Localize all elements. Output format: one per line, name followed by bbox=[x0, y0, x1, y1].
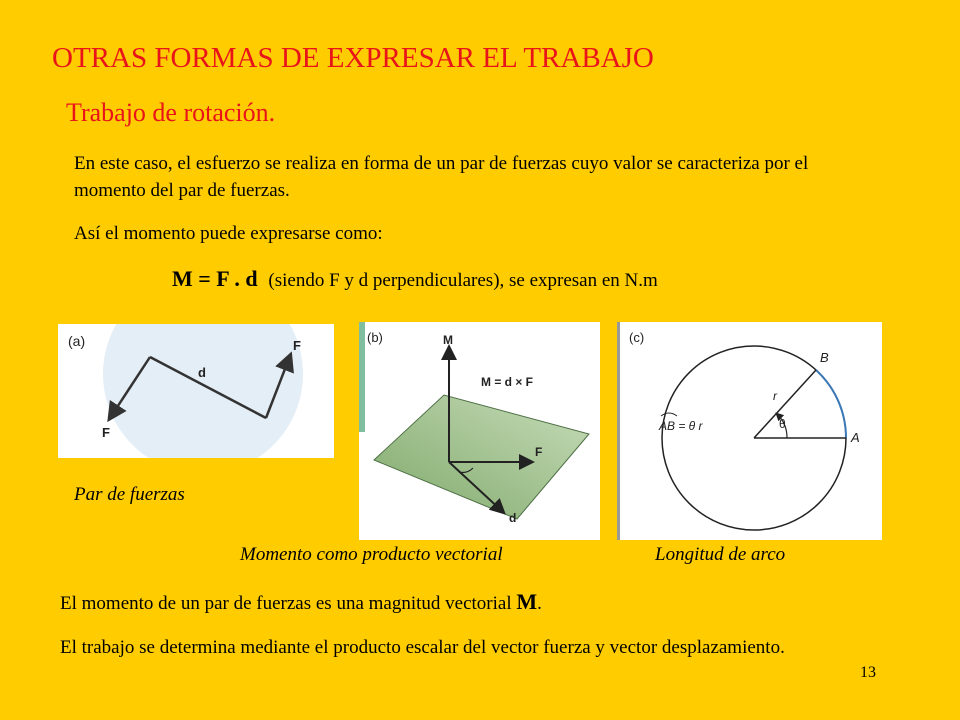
figure-vector-product bbox=[359, 322, 600, 540]
figure-c-tag: (c) bbox=[629, 330, 645, 345]
caption-arc-length: Longitud de arco bbox=[655, 544, 786, 565]
page-number: 13 bbox=[860, 664, 876, 681]
label-F-top: F bbox=[293, 338, 301, 353]
work-paragraph: El trabajo se determina mediante el producto escalar del vector fuerza y vector desplazamiento. bbox=[60, 637, 785, 658]
figure-arc-length bbox=[617, 322, 882, 540]
formula-note: (siendo F y d perpendiculares), se expresan en N.m bbox=[268, 270, 658, 291]
figure-b-drawing bbox=[359, 322, 600, 540]
slide-subtitle: Trabajo de rotación. bbox=[66, 98, 276, 127]
label-r: r bbox=[773, 389, 777, 403]
vector-magnitude-paragraph bbox=[60, 588, 542, 617]
left-edge-line bbox=[617, 322, 620, 540]
formula-equation: M = F . d bbox=[172, 266, 258, 291]
paragraph3-text: El momento de un par de fuerzas es una magnitud vectorial bbox=[60, 593, 512, 614]
label-d: d bbox=[509, 511, 517, 525]
label-M: M bbox=[443, 333, 453, 347]
figure-couple-of-forces bbox=[58, 324, 334, 458]
label-F-bottom: F bbox=[102, 425, 110, 440]
figure-a-tag: (a) bbox=[68, 333, 86, 349]
moment-intro-paragraph: Así el momento puede expresarse como: bbox=[74, 223, 383, 244]
slide-title: OTRAS FORMAS DE EXPRESAR EL TRABAJO bbox=[52, 42, 654, 74]
figure-a-drawing bbox=[58, 324, 334, 458]
paragraph3-end: . bbox=[537, 593, 542, 614]
label-arc-formula: AB = θ r bbox=[659, 419, 703, 433]
caption-couple-of-forces: Par de fuerzas bbox=[74, 484, 185, 505]
caption-vector-product: Momento como producto vectorial bbox=[240, 544, 503, 565]
figure-c-drawing bbox=[617, 322, 882, 540]
background-circle bbox=[103, 324, 303, 458]
label-A: A bbox=[851, 430, 860, 445]
moment-formula bbox=[172, 266, 658, 292]
label-d: d bbox=[198, 365, 206, 380]
label-F: F bbox=[535, 445, 543, 459]
paragraph3-symbol: M bbox=[516, 589, 538, 614]
left-edge-stripe bbox=[359, 322, 365, 432]
intro-paragraph: En este caso, el esfuerzo se realiza en forma de un par de fuerzas cuyo valor se caracteriza por el momento del par de fuerzas. bbox=[74, 153, 809, 201]
label-B: B bbox=[820, 350, 829, 365]
label-equation: M = d × F bbox=[481, 375, 534, 389]
figure-b-tag: (b) bbox=[367, 330, 383, 345]
label-theta: θ bbox=[779, 417, 786, 431]
